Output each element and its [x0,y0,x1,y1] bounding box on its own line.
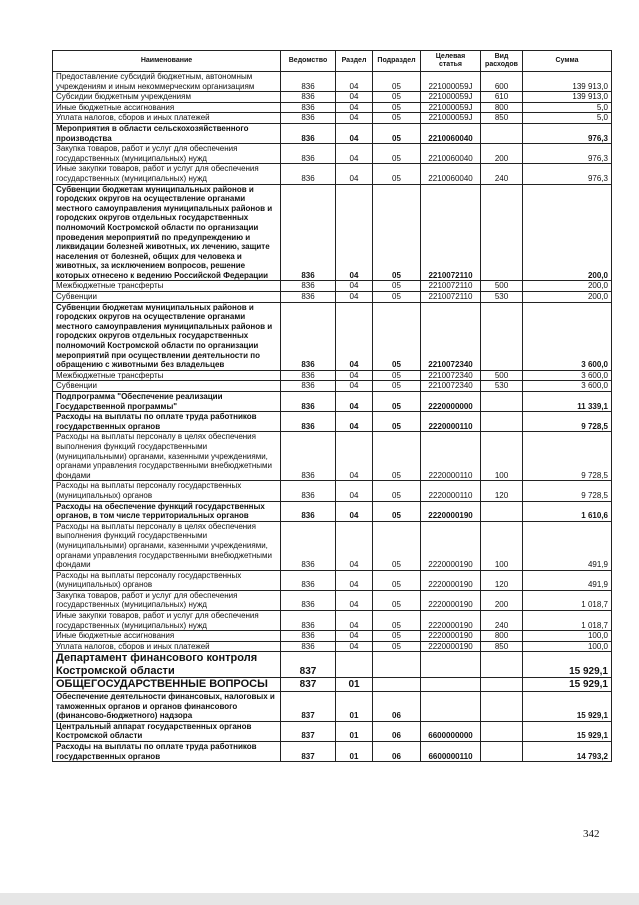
cell-vid: 100 [481,432,523,481]
cell-podrazdel: 06 [373,721,421,741]
cell-vedomstvo: 837 [281,652,336,678]
cell-name: Расходы на выплаты персоналу государственных (муниципальных) органов [53,481,281,501]
table-row [53,678,612,692]
cell-vedomstvo: 836 [281,412,336,432]
cell-name: Центральный аппарат государственных органов Костромской области [53,721,281,741]
cell-name: Иные бюджетные ассигнования [53,102,281,113]
table-row [53,481,612,501]
cell-summa: 976,3 [523,164,612,184]
cell-name: ОБЩЕГОСУДАРСТВЕННЫЕ ВОПРОСЫ [53,678,281,692]
cell-podrazdel: 05 [373,501,421,521]
cell-podrazdel: 05 [373,370,421,381]
cell-summa: 200,0 [523,184,612,281]
cell-summa: 976,3 [523,144,612,164]
cell-podrazdel: 05 [373,432,421,481]
cell-summa: 1 610,6 [523,501,612,521]
cell-vedomstvo: 836 [281,92,336,103]
cell-tselevaya: 221000059J [421,72,481,92]
cell-vid: 120 [481,570,523,590]
cell-podrazdel: 05 [373,302,421,370]
table-row [53,570,612,590]
cell-summa: 9 728,5 [523,412,612,432]
cell-tselevaya: 6600000110 [421,741,481,761]
cell-summa: 491,9 [523,521,612,570]
cell-razdel: 04 [336,590,373,610]
budget-table-page [52,50,611,762]
cell-vedomstvo: 836 [281,113,336,124]
table-row [53,184,612,281]
cell-podrazdel: 05 [373,570,421,590]
cell-vid: 800 [481,631,523,642]
cell-tselevaya: 2210060040 [421,144,481,164]
table-row [53,721,612,741]
cell-name: Подпрограмма "Обеспечение реализации Государственной программы" [53,392,281,412]
cell-summa: 14 793,2 [523,741,612,761]
header-vedomstvo: Ведомство [281,51,336,72]
cell-name: Расходы на выплаты по оплате труда работников государственных органов [53,741,281,761]
cell-vid: 500 [481,370,523,381]
table-row [53,164,612,184]
cell-razdel: 01 [336,741,373,761]
table-row [53,281,612,292]
cell-vedomstvo: 836 [281,590,336,610]
cell-summa: 3 600,0 [523,302,612,370]
cell-tselevaya: 2210072340 [421,370,481,381]
cell-podrazdel: 06 [373,741,421,761]
cell-razdel [336,652,373,678]
cell-summa: 15 929,1 [523,678,612,692]
cell-podrazdel: 05 [373,590,421,610]
cell-summa: 3 600,0 [523,381,612,392]
cell-vid: 610 [481,92,523,103]
cell-tselevaya: 2210072340 [421,381,481,392]
cell-name: Расходы на выплаты по оплате труда работников государственных органов [53,412,281,432]
cell-summa: 9 728,5 [523,432,612,481]
cell-name: Расходы на выплаты персоналу в целях обеспечения выполнения функций государственными (муниципальными) органами, казенными учреждениями, органами управления государственными внебюджетными фондами [53,521,281,570]
cell-summa: 100,0 [523,641,612,652]
cell-razdel: 04 [336,102,373,113]
cell-summa: 5,0 [523,102,612,113]
cell-vid: 240 [481,611,523,631]
cell-vid: 240 [481,164,523,184]
cell-podrazdel: 05 [373,641,421,652]
cell-vedomstvo: 836 [281,144,336,164]
cell-name: Межбюджетные трансферты [53,281,281,292]
cell-name: Субвенции бюджетам муниципальных районов и городских округов на осуществление органами местного самоуправления муниципальных районов и городских округов отдельных государственных полномочий Костромской области по организации мероприятий при осуществлении деятельности по обращению с животными без владельцев [53,302,281,370]
cell-vid [481,412,523,432]
cell-name: Субвенции бюджетам муниципальных районов и городских округов на осуществление органами местного самоуправления муниципальных районов и городских округов отдельных государственных полномочий Костромской области по организации проведения мероприятий по предупреждению и ликвидации болезней животных, их лечению, защите населения от болезней, общих для человека и животных, за исключением вопросов, решение которых отнесено к ведению Российской Федерации [53,184,281,281]
cell-razdel: 04 [336,292,373,303]
cell-podrazdel: 05 [373,392,421,412]
cell-podrazdel [373,652,421,678]
cell-razdel: 04 [336,72,373,92]
budget-table [52,50,612,762]
cell-vedomstvo: 836 [281,370,336,381]
cell-summa: 3 600,0 [523,370,612,381]
cell-razdel: 01 [336,721,373,741]
cell-vedomstvo: 836 [281,281,336,292]
cell-name: Субвенции [53,381,281,392]
cell-vid: 100 [481,521,523,570]
cell-podrazdel: 05 [373,72,421,92]
cell-tselevaya: 2220000190 [421,590,481,610]
cell-podrazdel: 05 [373,123,421,143]
cell-summa: 1 018,7 [523,611,612,631]
cell-vedomstvo: 836 [281,501,336,521]
cell-vedomstvo: 836 [281,521,336,570]
table-row [53,501,612,521]
cell-summa: 491,9 [523,570,612,590]
table-row [53,144,612,164]
header-name: Наименование [53,51,281,72]
cell-vid: 200 [481,144,523,164]
cell-name: Предоставление субсидий бюджетным, автономным учреждениям и иным некоммерческим организациям [53,72,281,92]
cell-vid [481,123,523,143]
cell-tselevaya: 2210072340 [421,302,481,370]
cell-podrazdel: 05 [373,144,421,164]
cell-tselevaya: 2210072110 [421,292,481,303]
table-row [53,521,612,570]
cell-razdel: 04 [336,164,373,184]
cell-tselevaya: 221000059J [421,92,481,103]
table-row [53,631,612,642]
table-row [53,123,612,143]
cell-tselevaya: 2220000110 [421,481,481,501]
cell-vedomstvo: 837 [281,741,336,761]
cell-tselevaya [421,678,481,692]
cell-podrazdel: 05 [373,292,421,303]
header-summa: Сумма [523,51,612,72]
cell-vid: 600 [481,72,523,92]
cell-name: Расходы на обеспечение функций государственных органов, в том числе территориальных органов [53,501,281,521]
cell-razdel: 04 [336,521,373,570]
cell-podrazdel: 05 [373,92,421,103]
cell-tselevaya: 2220000190 [421,611,481,631]
cell-vedomstvo: 836 [281,381,336,392]
cell-tselevaya: 6600000000 [421,721,481,741]
cell-vedomstvo: 836 [281,123,336,143]
cell-tselevaya: 2220000190 [421,521,481,570]
cell-vedomstvo: 836 [281,164,336,184]
cell-podrazdel: 05 [373,184,421,281]
cell-podrazdel: 05 [373,412,421,432]
cell-vedomstvo: 837 [281,678,336,692]
cell-summa: 9 728,5 [523,481,612,501]
cell-name: Обеспечение деятельности финансовых, налоговых и таможенных органов и органов финансового (финансово-бюджетного) надзора [53,691,281,721]
cell-vedomstvo: 836 [281,611,336,631]
cell-summa: 15 929,1 [523,652,612,678]
cell-tselevaya: 2210072110 [421,184,481,281]
table-row [53,652,612,678]
cell-name: Закупка товаров, работ и услуг для обеспечения государственных (муниципальных) нужд [53,144,281,164]
cell-name: Расходы на выплаты персоналу государственных (муниципальных) органов [53,570,281,590]
cell-vedomstvo: 836 [281,641,336,652]
cell-vid [481,678,523,692]
table-row [53,611,612,631]
cell-vedomstvo: 836 [281,631,336,642]
table-body [53,72,612,762]
cell-podrazdel: 06 [373,691,421,721]
cell-podrazdel: 05 [373,611,421,631]
cell-razdel: 04 [336,302,373,370]
cell-vid: 850 [481,641,523,652]
cell-tselevaya: 2210072110 [421,281,481,292]
cell-tselevaya: 2220000110 [421,412,481,432]
cell-razdel: 04 [336,611,373,631]
cell-tselevaya: 221000059J [421,113,481,124]
cell-summa: 1 018,7 [523,590,612,610]
table-row [53,370,612,381]
cell-razdel: 04 [336,432,373,481]
cell-vedomstvo: 837 [281,721,336,741]
cell-razdel: 04 [336,381,373,392]
cell-razdel: 04 [336,481,373,501]
cell-tselevaya: 2220000190 [421,631,481,642]
cell-razdel: 01 [336,691,373,721]
table-row [53,113,612,124]
cell-vid: 530 [481,292,523,303]
cell-name: Иные бюджетные ассигнования [53,631,281,642]
cell-summa: 15 929,1 [523,691,612,721]
cell-name: Мероприятия в области сельскохозяйственного производства [53,123,281,143]
cell-vid [481,302,523,370]
cell-name: Уплата налогов, сборов и иных платежей [53,641,281,652]
cell-tselevaya: 221000059J [421,102,481,113]
cell-summa: 200,0 [523,281,612,292]
cell-vedomstvo: 836 [281,302,336,370]
cell-razdel: 04 [336,501,373,521]
cell-razdel: 04 [336,570,373,590]
cell-razdel: 04 [336,392,373,412]
cell-razdel: 04 [336,92,373,103]
cell-summa: 15 929,1 [523,721,612,741]
cell-name: Департамент финансового контроля Костромской области [53,652,281,678]
cell-vedomstvo: 836 [281,184,336,281]
header-vid: Вид расходов [481,51,523,72]
header-podrazdel: Подраздел [373,51,421,72]
table-row [53,412,612,432]
cell-summa: 11 339,1 [523,392,612,412]
cell-tselevaya: 2220000190 [421,570,481,590]
cell-podrazdel: 05 [373,631,421,642]
cell-name: Закупка товаров, работ и услуг для обеспечения государственных (муниципальных) нужд [53,590,281,610]
table-row [53,741,612,761]
cell-tselevaya: 2210060040 [421,123,481,143]
cell-vid [481,184,523,281]
cell-podrazdel: 05 [373,521,421,570]
cell-vedomstvo: 837 [281,691,336,721]
cell-vid [481,392,523,412]
cell-vid [481,741,523,761]
cell-razdel: 04 [336,281,373,292]
cell-razdel: 04 [336,631,373,642]
cell-tselevaya [421,652,481,678]
cell-podrazdel [373,678,421,692]
table-row [53,590,612,610]
cell-razdel: 04 [336,123,373,143]
cell-summa: 976,3 [523,123,612,143]
cell-vedomstvo: 836 [281,392,336,412]
table-row [53,381,612,392]
cell-podrazdel: 05 [373,164,421,184]
cell-summa: 139 913,0 [523,92,612,103]
scan-edge [0,893,639,905]
cell-vid [481,721,523,741]
cell-tselevaya: 2220000110 [421,432,481,481]
cell-tselevaya: 2210060040 [421,164,481,184]
table-header-row [53,51,612,72]
cell-vedomstvo: 836 [281,432,336,481]
cell-vedomstvo: 836 [281,481,336,501]
cell-podrazdel: 05 [373,481,421,501]
cell-podrazdel: 05 [373,102,421,113]
cell-name: Субвенции [53,292,281,303]
cell-vedomstvo: 836 [281,570,336,590]
cell-vid: 120 [481,481,523,501]
cell-tselevaya [421,691,481,721]
cell-summa: 139 913,0 [523,72,612,92]
cell-tselevaya: 2220000190 [421,501,481,521]
cell-vid [481,501,523,521]
cell-razdel: 04 [336,412,373,432]
cell-vid [481,652,523,678]
cell-summa: 200,0 [523,292,612,303]
page-number: 342 [583,828,600,840]
cell-tselevaya: 2220000190 [421,641,481,652]
cell-vid: 530 [481,381,523,392]
cell-vid: 500 [481,281,523,292]
table-row [53,691,612,721]
table-row [53,302,612,370]
cell-vid: 850 [481,113,523,124]
cell-razdel: 01 [336,678,373,692]
cell-name: Иные закупки товаров, работ и услуг для обеспечения государственных (муниципальных) нужд [53,611,281,631]
header-tselevaya: Целевая статья [421,51,481,72]
table-row [53,432,612,481]
table-row [53,92,612,103]
cell-podrazdel: 05 [373,381,421,392]
table-row [53,102,612,113]
cell-vid [481,691,523,721]
cell-vedomstvo: 836 [281,292,336,303]
cell-razdel: 04 [336,144,373,164]
cell-name: Межбюджетные трансферты [53,370,281,381]
cell-razdel: 04 [336,370,373,381]
table-row [53,392,612,412]
cell-razdel: 04 [336,113,373,124]
cell-vedomstvo: 836 [281,102,336,113]
cell-razdel: 04 [336,184,373,281]
cell-name: Субсидии бюджетным учреждениям [53,92,281,103]
cell-podrazdel: 05 [373,281,421,292]
table-row [53,641,612,652]
cell-summa: 100,0 [523,631,612,642]
cell-name: Иные закупки товаров, работ и услуг для обеспечения государственных (муниципальных) нужд [53,164,281,184]
table-row [53,72,612,92]
header-razdel: Раздел [336,51,373,72]
cell-summa: 5,0 [523,113,612,124]
cell-tselevaya: 2220000000 [421,392,481,412]
cell-name: Расходы на выплаты персоналу в целях обеспечения выполнения функций государственными (муниципальными) органами, казенными учреждениями, органами управления государственными внебюджетными фондами [53,432,281,481]
cell-name: Уплата налогов, сборов и иных платежей [53,113,281,124]
cell-podrazdel: 05 [373,113,421,124]
cell-vid: 200 [481,590,523,610]
table-row [53,292,612,303]
cell-vedomstvo: 836 [281,72,336,92]
cell-razdel: 04 [336,641,373,652]
cell-vid: 800 [481,102,523,113]
